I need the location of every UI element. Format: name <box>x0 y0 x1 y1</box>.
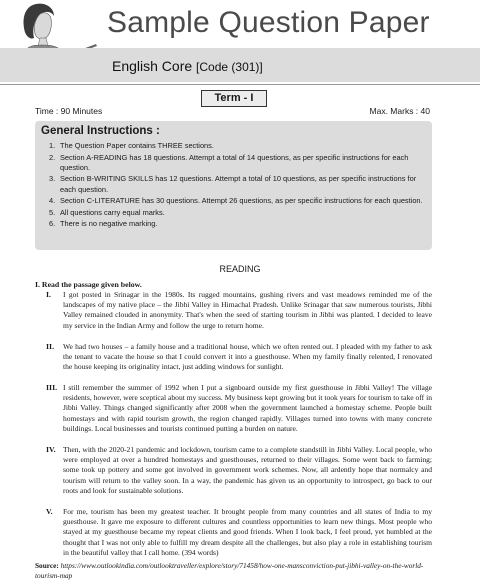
paragraph-number: I. <box>46 290 51 299</box>
term-badge: Term - I <box>201 90 267 107</box>
section-heading-reading: READING <box>219 264 261 274</box>
instruction-item: 4. Section C-LITERATURE has 30 questions. Attempt 26 questions, as per specific instructions for each question. <box>49 196 423 206</box>
general-instructions-title: General Instructions : <box>41 125 160 137</box>
passage-paragraph: For me, tourism has been my greatest teacher. It brought people from many countries and all states of India to my guesthouse. It gave me exposure to different cultures and countless opportunities to learn new things. Most people who stayed at my guesthouse became my repeat clients and good friends. When I look back, I feel proud, yet humbled at the thought that I was not only able to fulfill my dream despite all the challenges, but also play a role in establishing tourism in the beautiful valley that I call home. (394 words) <box>63 507 432 557</box>
subject-line <box>112 58 263 74</box>
paper-title: Sample Question Paper <box>107 6 430 39</box>
paragraph-number: V. <box>46 507 53 516</box>
passage-paragraph: We had two houses – a family house and a traditional house, which we often rented out. I pleaded with my father to ask the tenant to vacate the house so that I could convert it into a guesthouse. When my family finally relented, I renovated the house keeping its originality intact, just adding windows for sunlight. <box>63 342 432 372</box>
subject-code: [Code (301)] <box>196 60 263 74</box>
source-label: Source: <box>35 561 59 570</box>
instruction-item: 6. There is no negative marking. <box>49 219 158 229</box>
max-marks: Max. Marks : 40 <box>369 106 430 116</box>
passage-paragraph: I got posted in Srinagar in the 1980s. Its rugged mountains, gushing rivers and vast meadows reminded me of the landscapes of my native place – the Jibhi Valley in Himachal Pradesh. Unlike Srinagar that saw numerous tourists, Jibhi Valley remained clouded in anonymity. That's when the seed of starting tourism in Jibhi was planted. I decided to leave my service in the Indian Army and follow the urge to return home. <box>63 290 432 330</box>
paragraph-number: III. <box>46 383 58 392</box>
question-1-instruction: I. Read the passage given below. <box>35 280 142 289</box>
time-allowed: Time : 90 Minutes <box>35 106 103 116</box>
paragraph-number: II. <box>46 342 55 351</box>
header-divider <box>0 84 480 85</box>
instruction-item: 3. Section B-WRITING SKILLS has 12 questions. Attempt a total of 10 questions, as per specific instructions for each question. <box>49 174 417 194</box>
passage-paragraph: Then, with the 2020-21 pandemic and lockdown, tourism came to a complete standstill in Jibhi Valley. Local people, who were employed at over a hundred homestays and guesthouses, returned to their villages. Some went back to farming; some took up pottery and some got involved in government work schemes. Now, all ardently hope that normalcy and tourism will return to the valley soon. In a way, the pandemic has given us an opportunity to introspect, go back to our roots and look for sustainable solutions. <box>63 445 432 495</box>
passage-paragraph: I still remember the summer of 1992 when I put a signboard outside my first guesthouse in Jibhi Valley! The village residents, however, were sceptical about my success. My business kept growing but it took years for tourism to take off in Jibhi Valley. Things changed significantly after 2008 when the government launched a homestay scheme. People built homestays and with rapid tourism growth, the region changed rapidly. Villages turned into towns with many concrete buildings. Local businesses and tourists continued putting a burden on nature. <box>63 383 432 433</box>
general-instructions-list <box>49 141 427 231</box>
instruction-item: 1. The Question Paper contains THREE sections. <box>49 141 214 150</box>
source-citation <box>35 561 435 581</box>
source-url[interactable]: https://www.outlookindia.com/outlooktraveller/explore/story/71458/how-one-mansconviction-put-jibhi-valley-on-the-world-tourism-map <box>35 561 424 580</box>
instruction-item: 5. All questions carry equal marks. <box>49 207 165 217</box>
paragraph-number: IV. <box>46 445 56 454</box>
instruction-item: 2. Section A-READING has 18 questions. Attempt a total of 14 questions, as per specific instructions for each question. <box>49 152 409 172</box>
subject-name: English Core <box>112 58 193 74</box>
